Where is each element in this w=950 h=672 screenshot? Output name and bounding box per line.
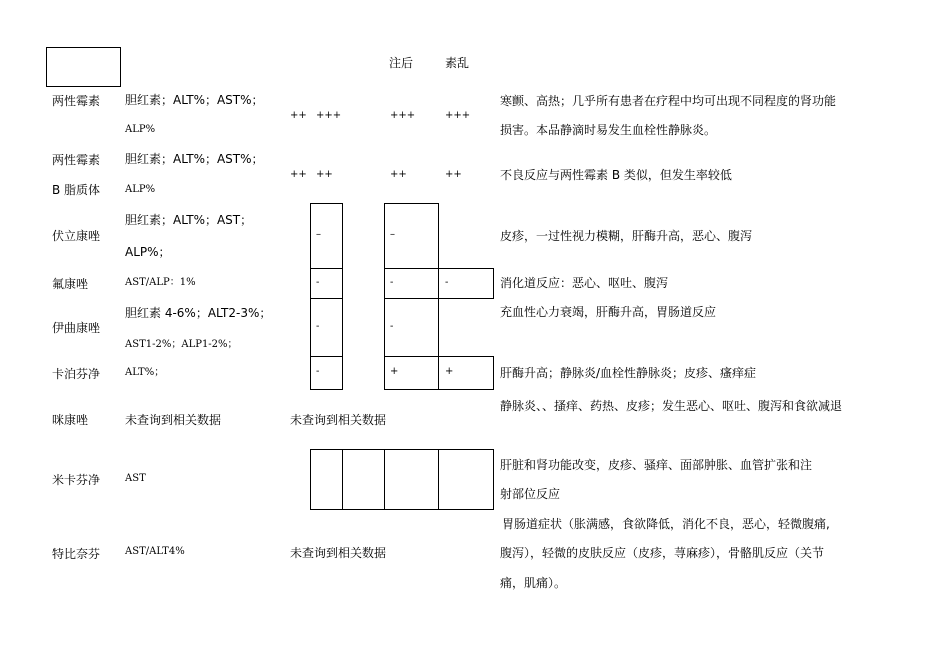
effect-text: 损害。本品静滴时易发生血栓性静脉炎。 [500, 123, 717, 137]
effect-text: 射部位反应 [500, 487, 561, 501]
drug-name: 伏立康唑 [52, 229, 101, 243]
cell-border [493, 356, 494, 390]
cell-border [310, 203, 311, 390]
liver-text: ALT%； [125, 367, 165, 378]
cell-border [342, 203, 343, 390]
header-empty-cell [46, 47, 121, 87]
liver-text: ALP% [125, 184, 156, 195]
drug-name: 特比奈芬 [52, 547, 101, 561]
liver-text: AST/ALP：1% [125, 277, 196, 288]
drug-name: 伊曲康唑 [52, 321, 101, 335]
cell-border [310, 268, 343, 269]
effect-text: 寒颤、高热；几乎所有患者在疗程中均可出现不同程度的肾功能 [500, 94, 837, 108]
header-col-2: 素乱 [445, 56, 470, 70]
cell-border [384, 449, 385, 510]
cell-border [384, 298, 494, 299]
effect-text: 肝酶升高；静脉炎/血栓性静脉炎；皮疹、瘙痒症 [500, 366, 757, 380]
liver-text: ALP% [125, 124, 156, 135]
cell-border [438, 203, 439, 390]
liver-text: 胆红素 4-6%；ALT2-3%； [125, 306, 272, 320]
liver-text: 胆红素；ALT%；AST%； [125, 152, 264, 166]
cell-border [310, 389, 343, 390]
marker: - [390, 277, 394, 288]
marker: – [390, 229, 395, 240]
marker: - [316, 366, 320, 377]
marker: - [316, 277, 320, 288]
effect-text: 充血性心力衰竭，肝酶升高，胃肠道反应 [500, 305, 717, 319]
liver-text: AST [125, 473, 146, 484]
cell-border [384, 203, 439, 204]
liver-text: 胆红素；ALT%；AST； [125, 213, 253, 227]
drug-name: 两性霉素 [52, 153, 101, 167]
drug-name: 米卡芬净 [52, 473, 101, 487]
cell-border [310, 203, 343, 204]
marker: - [316, 321, 320, 332]
cell-border [310, 356, 343, 357]
cell-border [310, 449, 311, 510]
marker: ++ [445, 169, 462, 180]
marker: + [390, 366, 399, 377]
effect-text: 不良反应与两性霉素 B 类似，但发生率较低 [500, 168, 732, 182]
marker: ++ [290, 169, 307, 180]
drug-name: 氟康唑 [52, 277, 89, 291]
cell-border [342, 449, 343, 510]
marker: – [316, 229, 321, 240]
cell-border [310, 298, 343, 299]
effect-text: 胃肠道症状（胀满感，食欲降低，消化不良，恶心，轻微腹痛, [502, 517, 830, 531]
marker: - [390, 321, 394, 332]
header-col-1: 注后 [389, 56, 414, 70]
cell-border [438, 449, 439, 510]
liver-text: AST/ALT4% [125, 546, 185, 557]
cell-border [493, 268, 494, 298]
drug-name: 咪康唑 [52, 413, 89, 427]
liver-text: 未查询到相关数据 [125, 413, 222, 427]
effect-text: 皮疹，一过性视力模糊，肝酶升高，恶心、腹泻 [500, 229, 753, 243]
marker: - [445, 277, 449, 288]
cell-border [384, 389, 494, 390]
drug-name: 两性霉素 [52, 94, 101, 108]
marker: ++ [316, 169, 333, 180]
marker: ++ [390, 169, 407, 180]
drug-name: 卡泊芬净 [52, 367, 101, 381]
cell-border [310, 509, 494, 510]
marker: +++ [390, 110, 416, 121]
effect-text: 肝脏和肾功能改变，皮疹、骚痒、面部肿胀、血管扩张和注 [500, 458, 813, 472]
cell-border [384, 356, 494, 357]
marker: + [445, 366, 454, 377]
marker: +++ [316, 110, 342, 121]
marker: +++ [445, 110, 471, 121]
liver-text: 胆红素；ALT%；AST%； [125, 93, 264, 107]
effect-text: 消化道反应：恶心、呕吐、腹泻 [500, 276, 669, 290]
effect-text: 腹泻），轻微的皮肤反应（皮疹，荨麻疹），骨骼肌反应（关节 [500, 546, 825, 560]
drug-name: B 脂质体 [52, 183, 101, 197]
liver-text: ALP%； [125, 245, 171, 259]
effect-text: 静脉炎、、搔痒、药热、皮疹；发生恶心、呕吐、腹泻和食欲减退 [500, 399, 843, 413]
effect-text: 痛，肌痛）。 [500, 576, 567, 590]
no-data-text: 未查询到相关数据 [290, 546, 387, 560]
cell-border [384, 268, 494, 269]
cell-border [310, 449, 494, 450]
marker: ++ [290, 110, 307, 121]
cell-border [493, 449, 494, 510]
no-data-text: 未查询到相关数据 [290, 413, 387, 427]
cell-border [384, 203, 385, 390]
liver-text: AST1-2%；ALP1-2%； [125, 339, 238, 350]
